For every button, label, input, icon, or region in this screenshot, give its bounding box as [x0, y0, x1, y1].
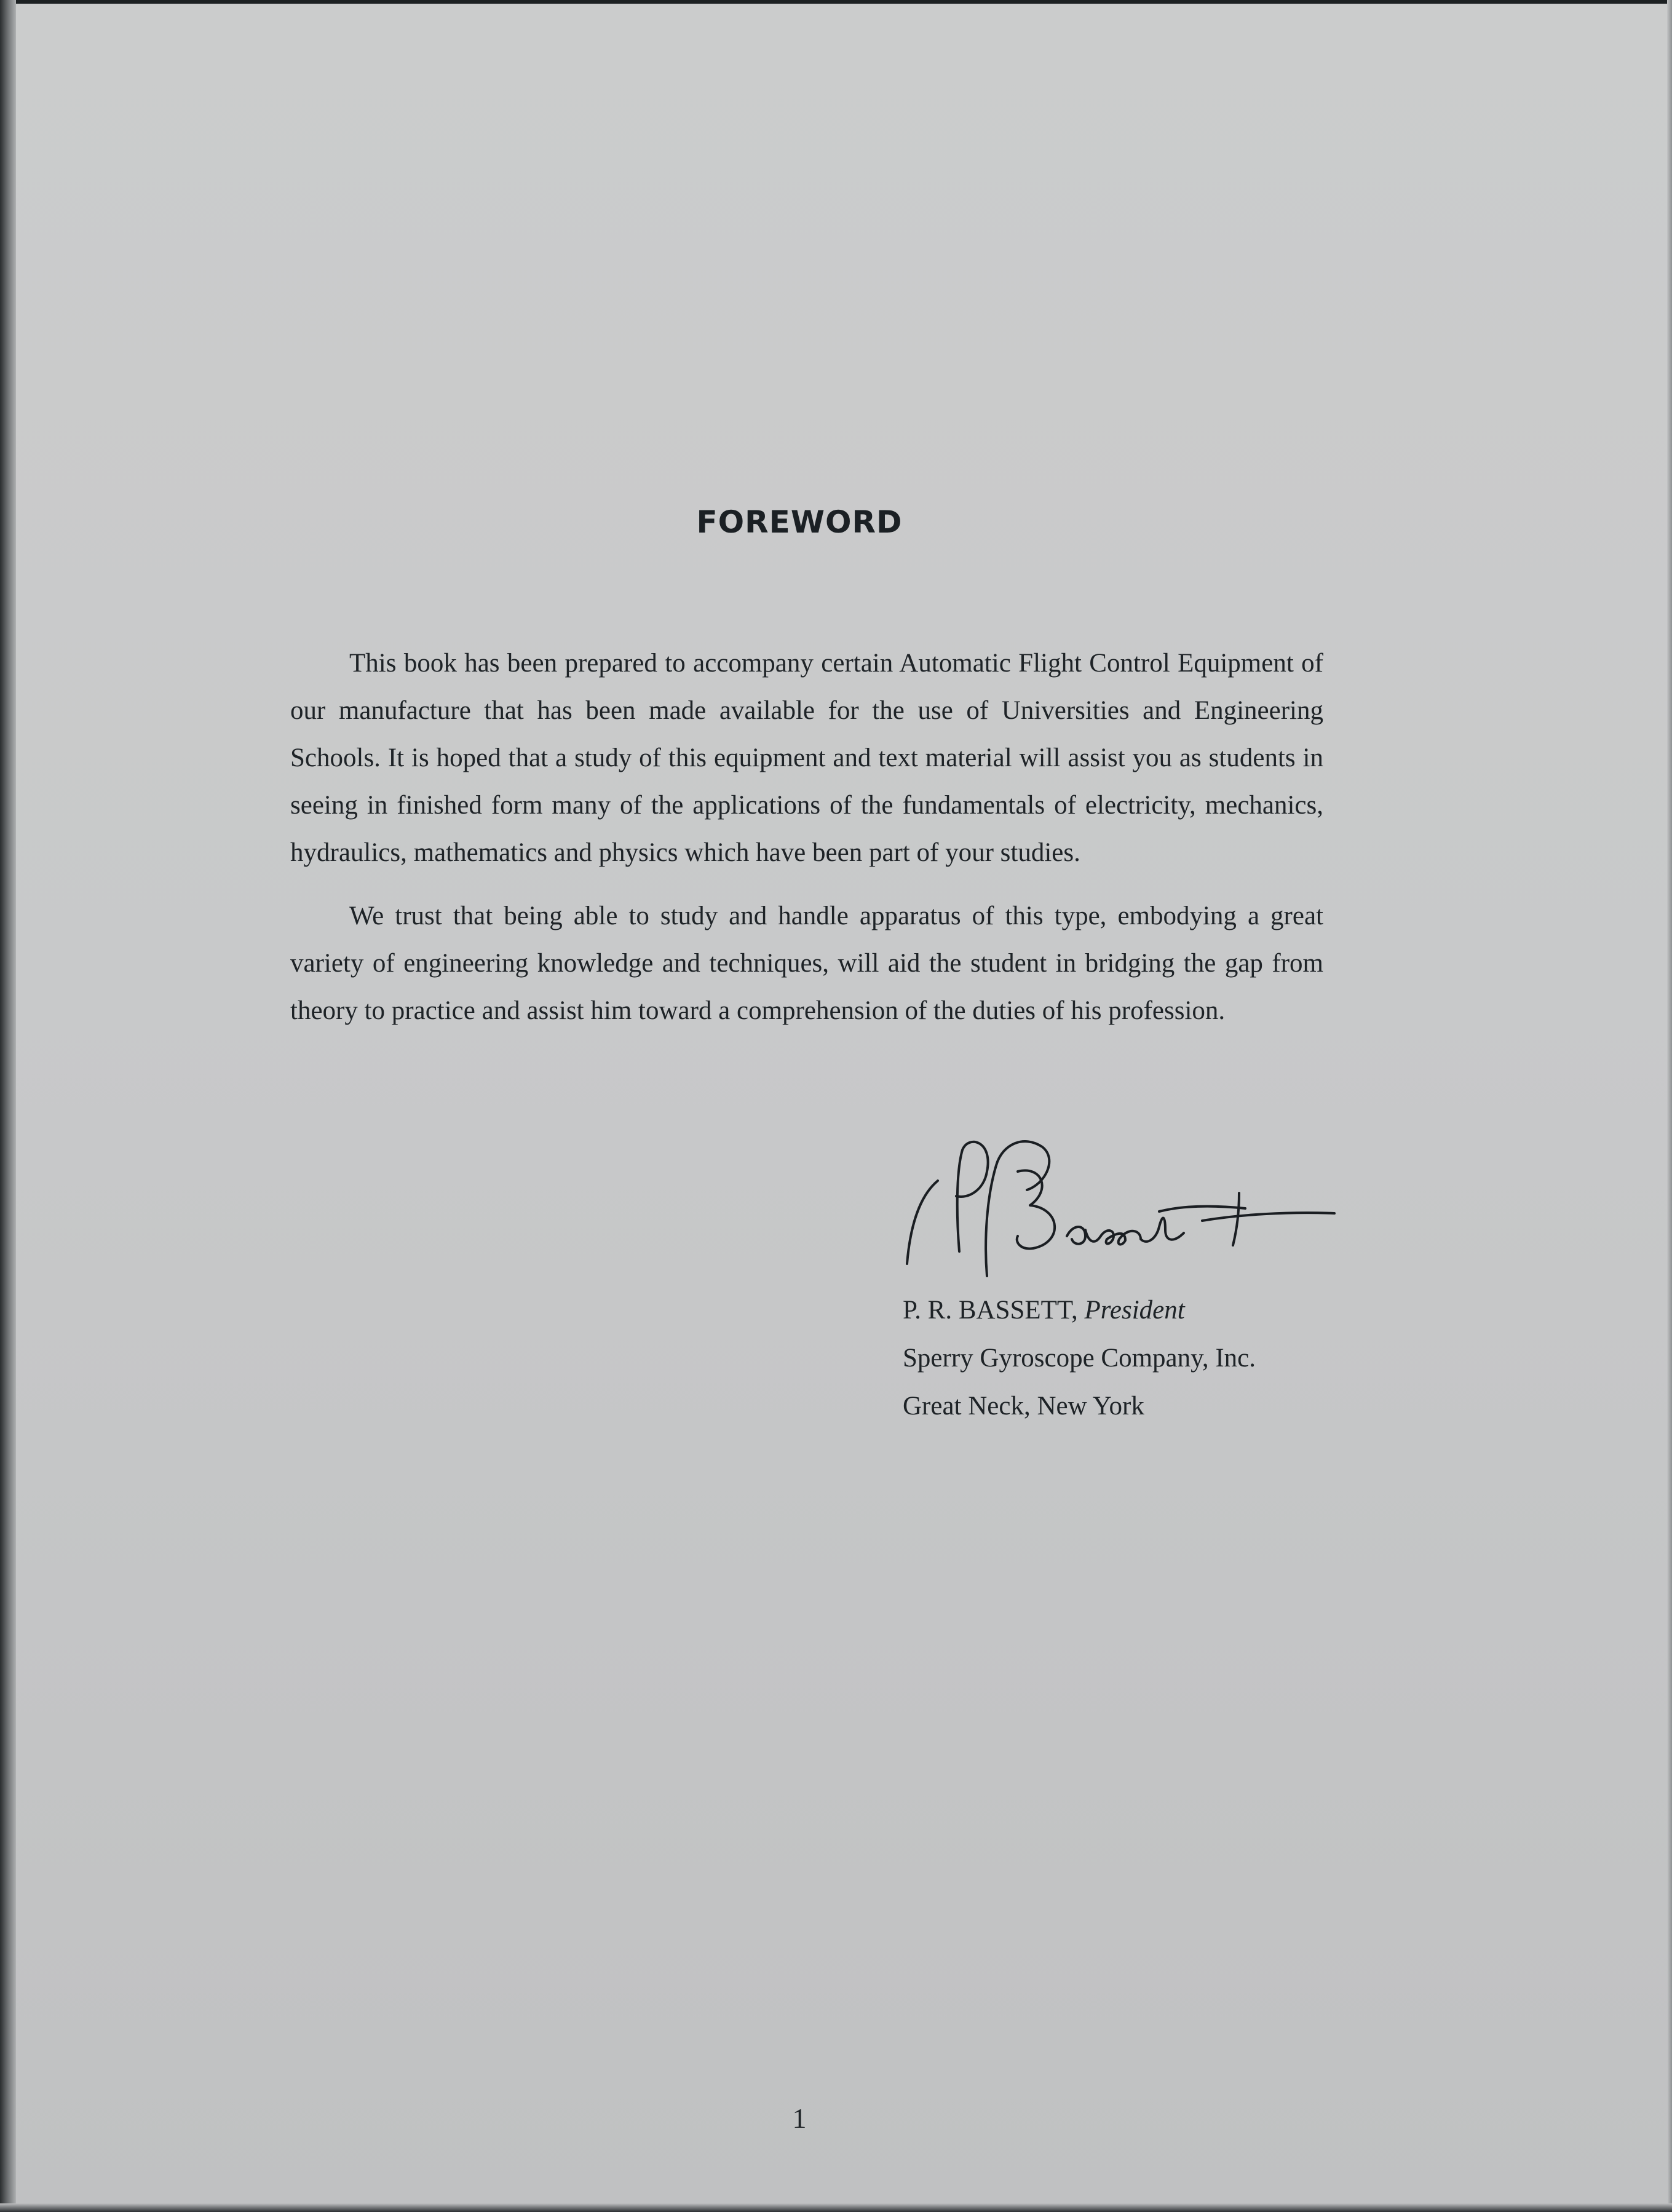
signature-stroke — [956, 1142, 988, 1251]
handwritten-signature — [895, 1122, 1337, 1282]
signatory-name: P. R. BASSETT, — [903, 1296, 1078, 1325]
paragraph-1: This book has been prepared to accompany certain Automatic Flight Control Equipment of our manufacture that has been made available for the use of Universities and Engineering Schools. It is hoped that a study of this equipment and text material will assist you as students in seeing in finished form many of the applications of the fundamentals of electricity, mechanics, hydraulics, mathematics and physics which have been part of your studies. — [290, 649, 1323, 867]
page-heading: FOREWORD — [696, 504, 903, 540]
signature-stroke — [1233, 1193, 1239, 1245]
binding-edge — [0, 0, 16, 2212]
signature-stroke — [1159, 1207, 1245, 1211]
paragraph-2: We trust that being able to study and handle apparatus of this type, embodying a great variety of engineering knowledge and techniques, will aid the student in bridging the gap from theory to practice and assist him toward a comprehension of the duties of his profession. — [290, 902, 1323, 1025]
signature-stroke — [1017, 1170, 1055, 1248]
page-top-edge — [0, 0, 1672, 4]
signature-stroke — [907, 1181, 938, 1264]
foreword-body — [290, 640, 1323, 1050]
signatory-line — [903, 1286, 1345, 1334]
signature-stroke — [1202, 1213, 1334, 1221]
page-bottom-edge — [0, 2203, 1672, 2212]
company-location: Great Neck, New York — [903, 1392, 1144, 1421]
company-name: Sperry Gyroscope Company, Inc. — [903, 1344, 1256, 1373]
page-number: 1 — [792, 2103, 807, 2134]
signatory-title: President — [1084, 1296, 1185, 1325]
page-right-edge — [1667, 0, 1672, 2212]
signature-stroke — [1067, 1218, 1184, 1245]
signature-block — [903, 1286, 1345, 1430]
